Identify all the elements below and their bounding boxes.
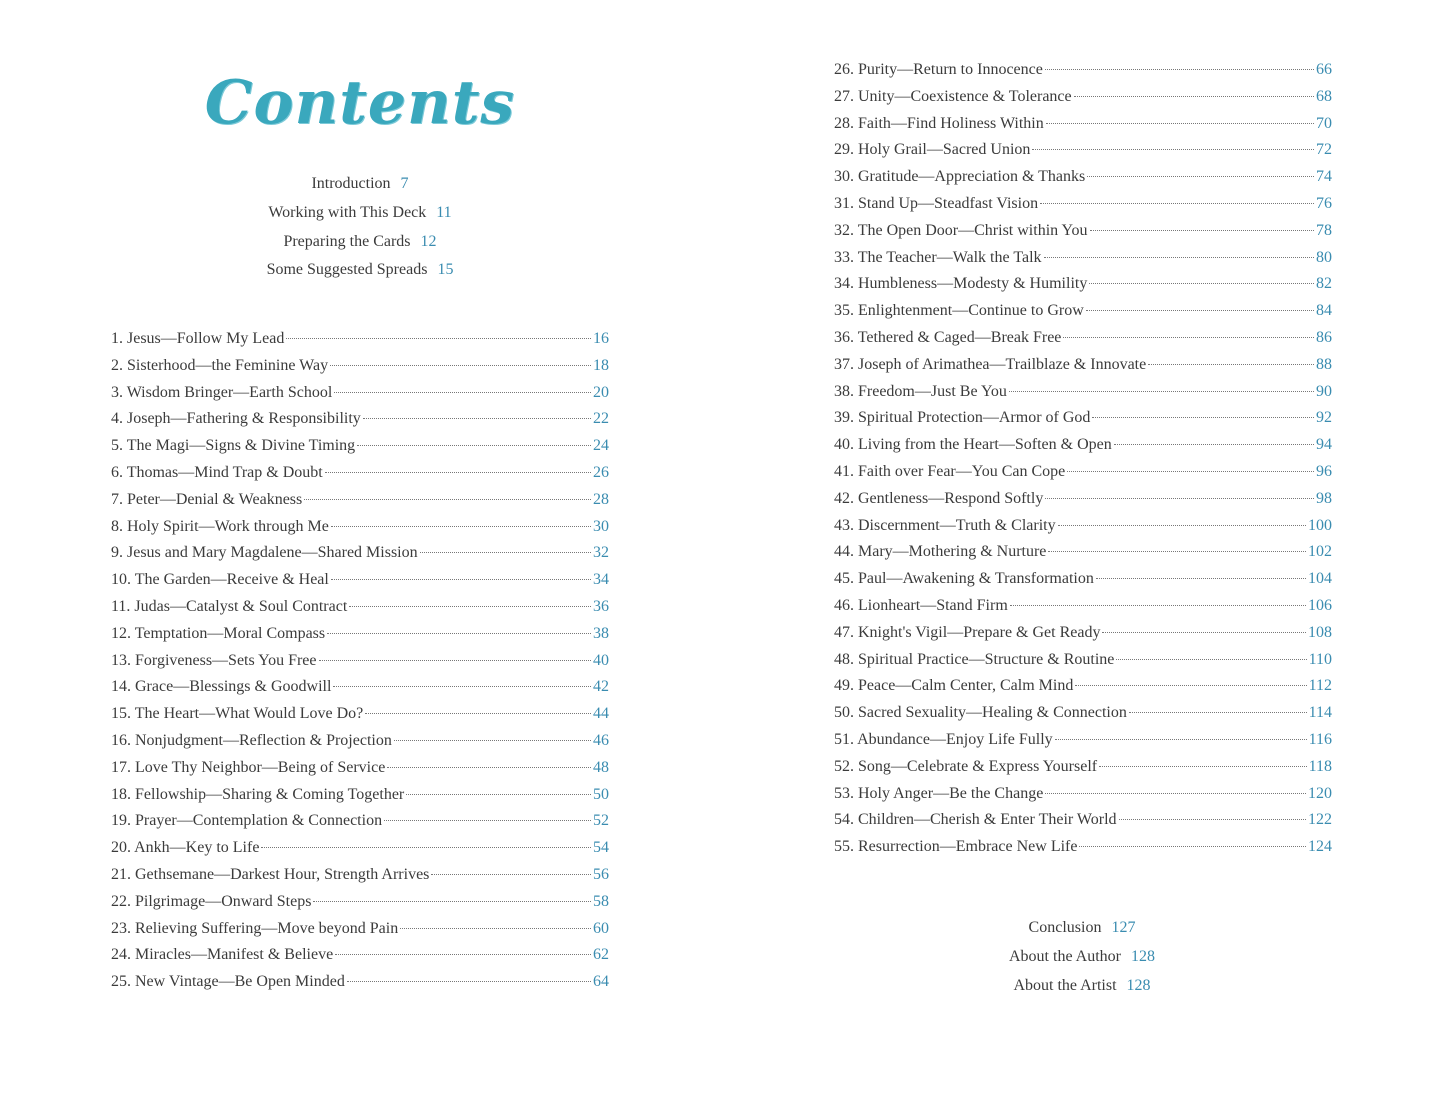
dot-leader	[1010, 605, 1306, 606]
toc-entry-page: 76	[1316, 194, 1332, 212]
toc-entry-page: 64	[593, 973, 609, 991]
dot-leader	[1086, 310, 1314, 311]
dot-leader	[349, 606, 591, 607]
dot-leader	[1119, 819, 1306, 820]
toc-entry[interactable]	[111, 889, 609, 916]
toc-entry[interactable]	[834, 57, 1332, 84]
toc-entry-title: 26. Purity—Return to Innocence	[834, 61, 1043, 78]
toc-entry-page: 28	[593, 490, 609, 508]
toc-entry-title: 54. Children—Cherish & Enter Their World	[834, 811, 1117, 829]
dot-leader	[394, 740, 591, 741]
dot-leader	[1048, 551, 1306, 552]
toc-entry[interactable]	[111, 380, 609, 407]
toc-entry-title: 31. Stand Up—Steadfast Vision	[834, 194, 1039, 212]
toc-entry-page: 70	[1316, 114, 1332, 132]
toc-entry-page: 98	[1316, 489, 1332, 507]
toc-entry[interactable]	[834, 700, 1332, 727]
dot-leader	[400, 928, 591, 929]
dot-leader	[365, 713, 591, 714]
dot-leader	[384, 820, 591, 821]
toc-entry-page: 82	[1316, 275, 1332, 293]
toc-entry[interactable]	[834, 781, 1332, 808]
toc-entry-title: 6. Thomas—Mind Trap & Doubt	[111, 463, 323, 481]
toc-entry-page: 44	[593, 705, 609, 723]
toc-entry-page: 108	[1308, 623, 1332, 641]
toc-entry-title: 47. Knight's Vigil—Prepare & Get Ready	[834, 623, 1101, 641]
toc-entry[interactable]	[111, 862, 609, 889]
toc-entry[interactable]	[111, 835, 609, 862]
toc-entry-title: 35. Enlightenment—Continue to Grow	[834, 302, 1084, 320]
toc-entry-title: 4. Joseph—Fathering & Responsibility	[111, 410, 361, 428]
front-matter-item[interactable]	[160, 256, 560, 285]
dot-leader	[1040, 203, 1314, 204]
dot-leader	[1045, 69, 1314, 70]
toc-entry[interactable]	[834, 379, 1332, 406]
dot-leader	[1092, 417, 1314, 418]
toc-entry-page: 124	[1308, 838, 1332, 856]
toc-entry[interactable]	[834, 620, 1332, 647]
dot-leader	[406, 794, 591, 795]
dot-leader	[1089, 283, 1314, 284]
toc-entry[interactable]	[834, 754, 1332, 781]
toc-entry-title: 18. Fellowship—Sharing & Coming Together	[111, 785, 405, 803]
toc-entry[interactable]	[834, 298, 1332, 325]
back-matter-label: About the Author	[1009, 947, 1121, 965]
contents-title: Contents	[204, 68, 516, 138]
dot-leader	[357, 445, 591, 446]
toc-entry-page: 90	[1316, 382, 1332, 400]
toc-entry-page: 100	[1308, 516, 1332, 534]
toc-entry-title: 41. Faith over Fear—You Can Cope	[834, 462, 1066, 480]
toc-entry-page: 16	[593, 330, 609, 347]
toc-entry-title: 33. The Teacher—Walk the Talk	[834, 248, 1042, 266]
dot-leader	[319, 660, 592, 661]
dot-leader	[335, 954, 591, 955]
dot-leader	[420, 552, 591, 553]
toc-entry[interactable]	[834, 834, 1332, 861]
toc-entry[interactable]	[834, 405, 1332, 432]
toc-entry[interactable]	[111, 460, 609, 487]
toc-entry-title: 9. Jesus and Mary Magdalene—Shared Mission	[111, 544, 418, 562]
toc-entry-title: 21. Gethsemane—Darkest Hour, Strength Arrives	[111, 865, 430, 883]
toc-entry-page: 96	[1316, 462, 1332, 480]
toc-entry-title: 17. Love Thy Neighbor—Being of Service	[111, 758, 386, 776]
dot-leader	[334, 392, 591, 393]
toc-entry-page: 62	[593, 946, 609, 964]
dot-leader	[1045, 793, 1306, 794]
front-matter-page: 7	[400, 175, 409, 192]
front-matter-page: 15	[437, 261, 454, 279]
toc-entry-page: 118	[1308, 757, 1332, 775]
toc-entry-page: 104	[1308, 570, 1332, 588]
back-matter-label: Conclusion	[1028, 919, 1102, 936]
toc-entry[interactable]	[111, 782, 609, 809]
toc-entry[interactable]	[111, 406, 609, 433]
toc-entry-page: 112	[1308, 677, 1332, 695]
toc-entry-title: 53. Holy Anger—Be the Change	[834, 784, 1044, 802]
toc-entry[interactable]	[834, 245, 1332, 272]
toc-entry-title: 50. Sacred Sexuality—Healing & Connection	[834, 704, 1127, 722]
toc-entry-title: 55. Resurrection—Embrace New Life	[834, 838, 1078, 856]
toc-entry[interactable]	[834, 513, 1332, 540]
toc-entry[interactable]	[111, 728, 609, 755]
toc-entry-title: 23. Relieving Suffering—Move beyond Pain	[111, 919, 399, 937]
toc-entry-title: 32. The Open Door—Christ within You	[834, 221, 1088, 239]
toc-entry[interactable]	[834, 566, 1332, 593]
dot-leader	[1116, 659, 1306, 660]
dot-leader	[325, 472, 591, 473]
front-matter-label: Some Suggested Spreads	[266, 261, 428, 279]
dot-leader	[1067, 471, 1314, 472]
toc-entry-page: 66	[1316, 61, 1332, 78]
front-matter-label: Introduction	[311, 175, 391, 192]
toc-entry-page: 106	[1308, 596, 1332, 614]
dot-leader	[286, 338, 591, 339]
toc-entry-title: 12. Temptation—Moral Compass	[111, 624, 326, 642]
toc-entry-title: 29. Holy Grail—Sacred Union	[834, 141, 1031, 159]
dot-leader	[313, 901, 591, 902]
toc-entry-page: 32	[593, 544, 609, 562]
toc-entry[interactable]	[834, 164, 1332, 191]
toc-entry[interactable]	[111, 701, 609, 728]
toc-entry-page: 52	[593, 812, 609, 830]
dot-leader	[304, 499, 591, 500]
toc-entry-title: 22. Pilgrimage—Onward Steps	[111, 892, 312, 910]
toc-entry[interactable]	[111, 916, 609, 943]
front-matter-label: Preparing the Cards	[283, 232, 411, 250]
toc-entry[interactable]	[834, 271, 1332, 298]
back-matter-label: About the Artist	[1013, 976, 1117, 994]
toc-entry[interactable]	[834, 191, 1332, 218]
toc-entry[interactable]	[834, 673, 1332, 700]
dot-leader	[1114, 444, 1314, 445]
dot-leader	[1046, 123, 1314, 124]
toc-entry[interactable]	[834, 727, 1332, 754]
toc-entry-title: 49. Peace—Calm Center, Calm Mind	[834, 677, 1074, 695]
toc-entry[interactable]	[834, 539, 1332, 566]
front-matter-item[interactable]	[160, 170, 560, 199]
toc-entry-title: 2. Sisterhood—the Feminine Way	[111, 356, 329, 374]
back-matter-item[interactable]	[882, 943, 1282, 972]
dot-leader	[1045, 498, 1314, 499]
dot-leader	[1102, 632, 1306, 633]
toc-entry[interactable]	[111, 808, 609, 835]
dot-leader	[1096, 578, 1306, 579]
toc-entry-page: 120	[1308, 784, 1332, 802]
dot-leader	[1075, 685, 1306, 686]
toc-entry-page: 94	[1316, 436, 1332, 454]
toc-entry[interactable]	[834, 486, 1332, 513]
back-matter-page: 128	[1126, 976, 1151, 994]
left-page	[0, 0, 722, 1108]
toc-entry-page: 38	[593, 624, 609, 642]
toc-entry[interactable]	[834, 459, 1332, 486]
toc-list-left	[111, 326, 609, 996]
dot-leader	[1009, 391, 1314, 392]
toc-entry-title: 20. Ankh—Key to Life	[111, 839, 260, 857]
dot-leader	[1090, 230, 1315, 231]
back-matter-list	[882, 914, 1282, 1000]
toc-entry-title: 5. The Magi—Signs & Divine Timing	[111, 437, 356, 455]
toc-entry[interactable]	[111, 621, 609, 648]
toc-entry[interactable]	[834, 432, 1332, 459]
front-matter-label: Working with This Deck	[268, 203, 427, 221]
dot-leader	[1087, 176, 1314, 177]
toc-entry-title: 46. Lionheart—Stand Firm	[834, 596, 1008, 614]
toc-entry-page: 102	[1308, 543, 1332, 561]
toc-entry-title: 28. Faith—Find Holiness Within	[834, 114, 1044, 132]
toc-entry-title: 11. Judas—Catalyst & Soul Contract	[111, 597, 348, 615]
toc-entry-page: 42	[593, 678, 609, 696]
toc-entry-title: 37. Joseph of Arimathea—Trailblaze & Innovate	[834, 355, 1147, 373]
dot-leader	[347, 981, 591, 982]
toc-entry[interactable]	[834, 352, 1332, 379]
toc-entry-page: 88	[1316, 355, 1332, 373]
back-matter-page: 127	[1111, 919, 1136, 936]
toc-entry-title: 1. Jesus—Follow My Lead	[111, 330, 285, 347]
toc-entry[interactable]	[834, 218, 1332, 245]
toc-entry[interactable]	[111, 755, 609, 782]
toc-entry-title: 24. Miracles—Manifest & Believe	[111, 946, 334, 964]
toc-entry-title: 14. Grace—Blessings & Goodwill	[111, 678, 332, 696]
dot-leader	[363, 418, 591, 419]
toc-entry-title: 52. Song—Celebrate & Express Yourself	[834, 757, 1098, 775]
toc-entry-title: 10. The Garden—Receive & Heal	[111, 571, 329, 589]
toc-entry-page: 20	[593, 383, 609, 401]
dot-leader	[1148, 364, 1314, 365]
dot-leader	[431, 874, 591, 875]
toc-entry-title: 40. Living from the Heart—Soften & Open	[834, 436, 1112, 454]
toc-entry-title: 44. Mary—Mothering & Nurture	[834, 543, 1047, 561]
toc-entry[interactable]	[111, 487, 609, 514]
toc-entry-title: 15. The Heart—What Would Love Do?	[111, 705, 364, 723]
toc-entry[interactable]	[111, 433, 609, 460]
toc-entry-title: 36. Tethered & Caged—Break Free	[834, 328, 1062, 346]
toc-entry-title: 3. Wisdom Bringer—Earth School	[111, 383, 333, 401]
dot-leader	[333, 686, 591, 687]
dot-leader	[1058, 525, 1306, 526]
right-page	[722, 0, 1445, 1108]
toc-entry[interactable]	[111, 567, 609, 594]
dot-leader	[387, 767, 591, 768]
toc-entry-title: 39. Spiritual Protection—Armor of God	[834, 409, 1091, 427]
toc-entry-page: 40	[593, 651, 609, 669]
toc-entry-title: 25. New Vintage—Be Open Minded	[111, 973, 345, 991]
dot-leader	[261, 847, 591, 848]
toc-entry-page: 26	[593, 463, 609, 481]
toc-entry-page: 116	[1308, 730, 1332, 748]
dot-leader	[1079, 846, 1306, 847]
toc-entry-page: 18	[593, 356, 609, 374]
toc-entry-page: 58	[593, 892, 609, 910]
dot-leader	[327, 633, 591, 634]
toc-entry-page: 114	[1308, 704, 1332, 722]
toc-entry-page: 68	[1316, 87, 1332, 105]
toc-entry-title: 13. Forgiveness—Sets You Free	[111, 651, 317, 669]
toc-entry[interactable]	[834, 84, 1332, 111]
toc-entry-page: 74	[1316, 168, 1332, 186]
toc-entry-page: 50	[593, 785, 609, 803]
dot-leader	[1074, 96, 1314, 97]
dot-leader	[331, 579, 591, 580]
toc-entry[interactable]	[111, 942, 609, 969]
toc-entry-page: 84	[1316, 302, 1332, 320]
toc-entry-page: 60	[593, 919, 609, 937]
toc-entry-title: 43. Discernment—Truth & Clarity	[834, 516, 1056, 534]
toc-entry-page: 22	[593, 410, 609, 428]
dot-leader	[331, 526, 591, 527]
dot-leader	[1099, 766, 1307, 767]
front-matter-item[interactable]	[160, 228, 560, 257]
dot-leader	[1055, 739, 1307, 740]
toc-entry[interactable]	[834, 593, 1332, 620]
toc-entry-page: 36	[593, 597, 609, 615]
toc-entry-page: 110	[1308, 650, 1332, 668]
toc-entry[interactable]	[111, 514, 609, 541]
toc-entry-page: 80	[1316, 248, 1332, 266]
toc-entry[interactable]	[834, 325, 1332, 352]
toc-entry-page: 48	[593, 758, 609, 776]
toc-entry-title: 27. Unity—Coexistence & Tolerance	[834, 87, 1072, 105]
toc-entry[interactable]	[111, 326, 609, 353]
toc-entry[interactable]	[111, 969, 609, 996]
toc-entry-page: 72	[1316, 141, 1332, 159]
toc-entry-page: 122	[1308, 811, 1332, 829]
toc-entry-title: 48. Spiritual Practice—Structure & Routine	[834, 650, 1115, 668]
toc-entry-page: 30	[593, 517, 609, 535]
toc-entry-page: 34	[593, 571, 609, 589]
toc-entry-page: 78	[1316, 221, 1332, 239]
toc-entry[interactable]	[111, 594, 609, 621]
toc-entry-title: 8. Holy Spirit—Work through Me	[111, 517, 329, 535]
toc-entry[interactable]	[834, 111, 1332, 138]
toc-entry-title: 34. Humbleness—Modesty & Humility	[834, 275, 1088, 293]
toc-entry[interactable]	[111, 540, 609, 567]
front-matter-page: 12	[420, 232, 437, 250]
dot-leader	[330, 365, 591, 366]
dot-leader	[1129, 712, 1307, 713]
toc-entry[interactable]	[111, 674, 609, 701]
toc-entry-page: 56	[593, 865, 609, 883]
back-matter-page: 128	[1131, 947, 1155, 965]
toc-entry[interactable]	[111, 648, 609, 675]
toc-entry[interactable]	[834, 807, 1332, 834]
toc-entry[interactable]	[111, 353, 609, 380]
dot-leader	[1032, 149, 1314, 150]
toc-entry-title: 42. Gentleness—Respond Softly	[834, 489, 1044, 507]
front-matter-list	[160, 170, 560, 285]
front-matter-item[interactable]	[160, 199, 560, 228]
toc-entry-title: 30. Gratitude—Appreciation & Thanks	[834, 168, 1086, 186]
dot-leader	[1063, 337, 1314, 338]
toc-entry-page: 24	[593, 437, 609, 455]
back-matter-item[interactable]	[882, 914, 1282, 943]
toc-entry-title: 51. Abundance—Enjoy Life Fully	[834, 730, 1053, 748]
toc-entry-page: 86	[1316, 328, 1332, 346]
toc-entry[interactable]	[834, 647, 1332, 674]
front-matter-page: 11	[436, 203, 452, 221]
toc-entry-title: 38. Freedom—Just Be You	[834, 382, 1007, 400]
toc-entry-title: 19. Prayer—Contemplation & Connection	[111, 812, 383, 830]
toc-entry-title: 7. Peter—Denial & Weakness	[111, 490, 303, 508]
toc-entry-page: 46	[593, 731, 609, 749]
toc-entry[interactable]	[834, 137, 1332, 164]
toc-entry-page: 54	[593, 839, 609, 857]
toc-entry-title: 45. Paul—Awakening & Transformation	[834, 570, 1094, 588]
toc-entry-page: 92	[1316, 409, 1332, 427]
toc-entry-title: 16. Nonjudgment—Reflection & Projection	[111, 731, 392, 749]
back-matter-item[interactable]	[882, 972, 1282, 1001]
toc-list-right	[834, 57, 1332, 861]
dot-leader	[1044, 257, 1314, 258]
